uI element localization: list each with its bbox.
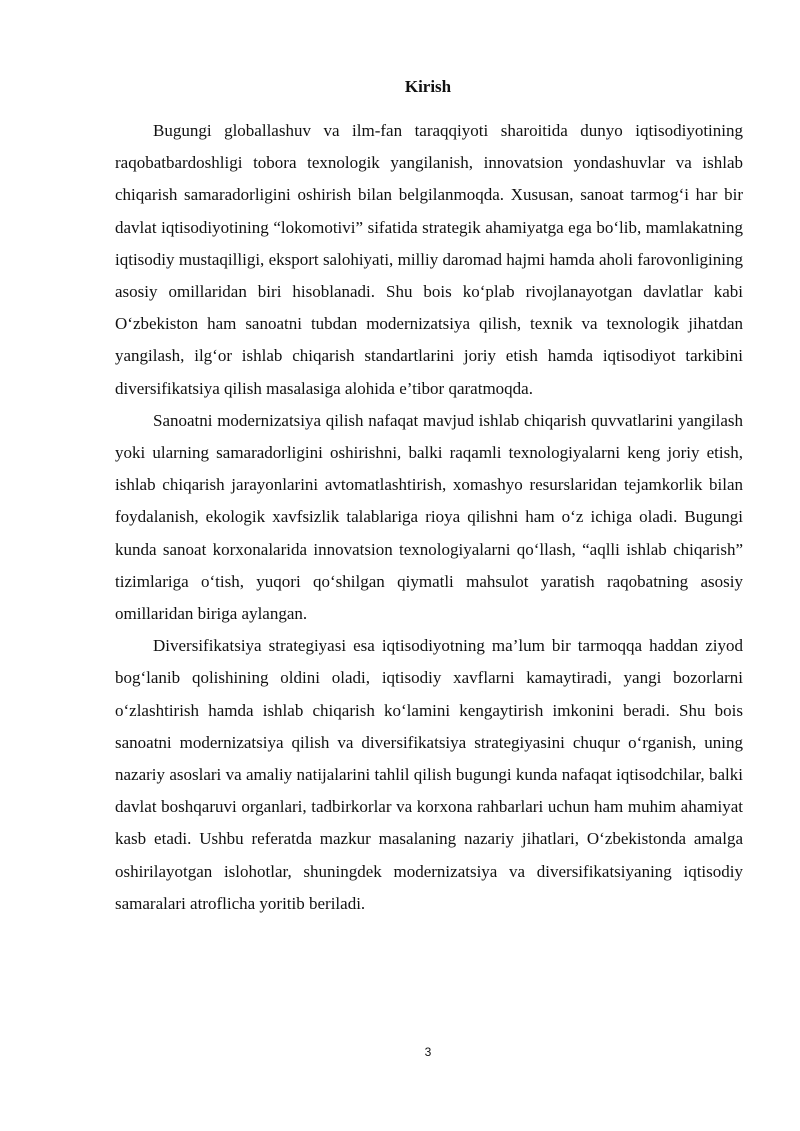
page-number: 3 (424, 1045, 432, 1059)
paragraph-1: Bugungi globallashuv va ilm-fan taraqqiyoti sharoitida dunyo iqtisodiyotining raqobatbardoshligi tobora texnologik yangilanish, innovatsion yondashuvlar va ishlab chiqarish samaradorligini oshirish bilan belgilanmoqda. Xususan, sanoat tarmog‘i har bir davlat iqtisodiyotining “lokomotivi” sifatida strategik ahamiyatga ega bo‘lib, mamlakatning iqtisodiy mustaqilligi, eksport salohiyati, milliy daromad hajmi hamda aholi farovonligining asosiy omillaridan biri hisoblanadi. Shu bois ko‘plab rivojlanayotgan davlatlar kabi O‘zbekiston ham sanoatni tubdan modernizatsiya qilish, texnik va texnologik jihatdan yangilash, ilg‘or ishlab chiqarish standartlarini joriy etish hamda iqtisodiyot tarkibini diversifikatsiya qilish masalasiga alohida e’tibor qaratmoqda. (115, 121, 743, 398)
paragraph-3: Diversifikatsiya strategiyasi esa iqtisodiyotning ma’lum bir tarmoqqa haddan ziyod bog‘lanib qolishining oldini oladi, iqtisodiy xavflarni kamaytiradi, yangi bozorlarni o‘zlashtirish hamda ishlab chiqarish ko‘lamini kengaytirish imkonini beradi. Shu bois sanoatni modernizatsiya qilish va diversifikatsiya strategiyasini chuqur o‘rganish, uning nazariy asoslari va amaliy natijalarini tahlil qilish bugungi kunda nafaqat iqtisodchilar, balki davlat boshqaruvi organlari, tadbirkorlar va korxona rahbarlari uchun ham muhim ahamiyat kasb etadi. Ushbu referatda mazkur masalaning nazariy jihatlari, O‘zbekistonda amalga oshirilayotgan islohotlar, shuningdek modernizatsiya va diversifikatsiyaning iqtisodiy samaralari atroflicha yoritib beriladi. (115, 636, 743, 913)
paragraph-2: Sanoatni modernizatsiya qilish nafaqat mavjud ishlab chiqarish quvvatlarini yangilash yoki ularning samaradorligini oshirishni, balki raqamli texnologiyalarni keng joriy etish, ishlab chiqarish jarayonlarini avtomatlashtirish, xomashyo resurslaridan tejamkorlik bilan foydalanish, ekologik xavfsizlik talablariga rioya qilishni ham o‘z ichiga oladi. Bugungi kunda sanoat korxonalarida innovatsion texnologiyalarni qo‘llash, “aqlli ishlab chiqarish” tizimlariga o‘tish, yuqori qo‘shilgan qiymatli mahsulot yaratish raqobatning asosiy omillaridan biriga aylangan. (115, 410, 743, 624)
body-text (115, 115, 743, 920)
section-heading: Kirish (404, 77, 452, 96)
